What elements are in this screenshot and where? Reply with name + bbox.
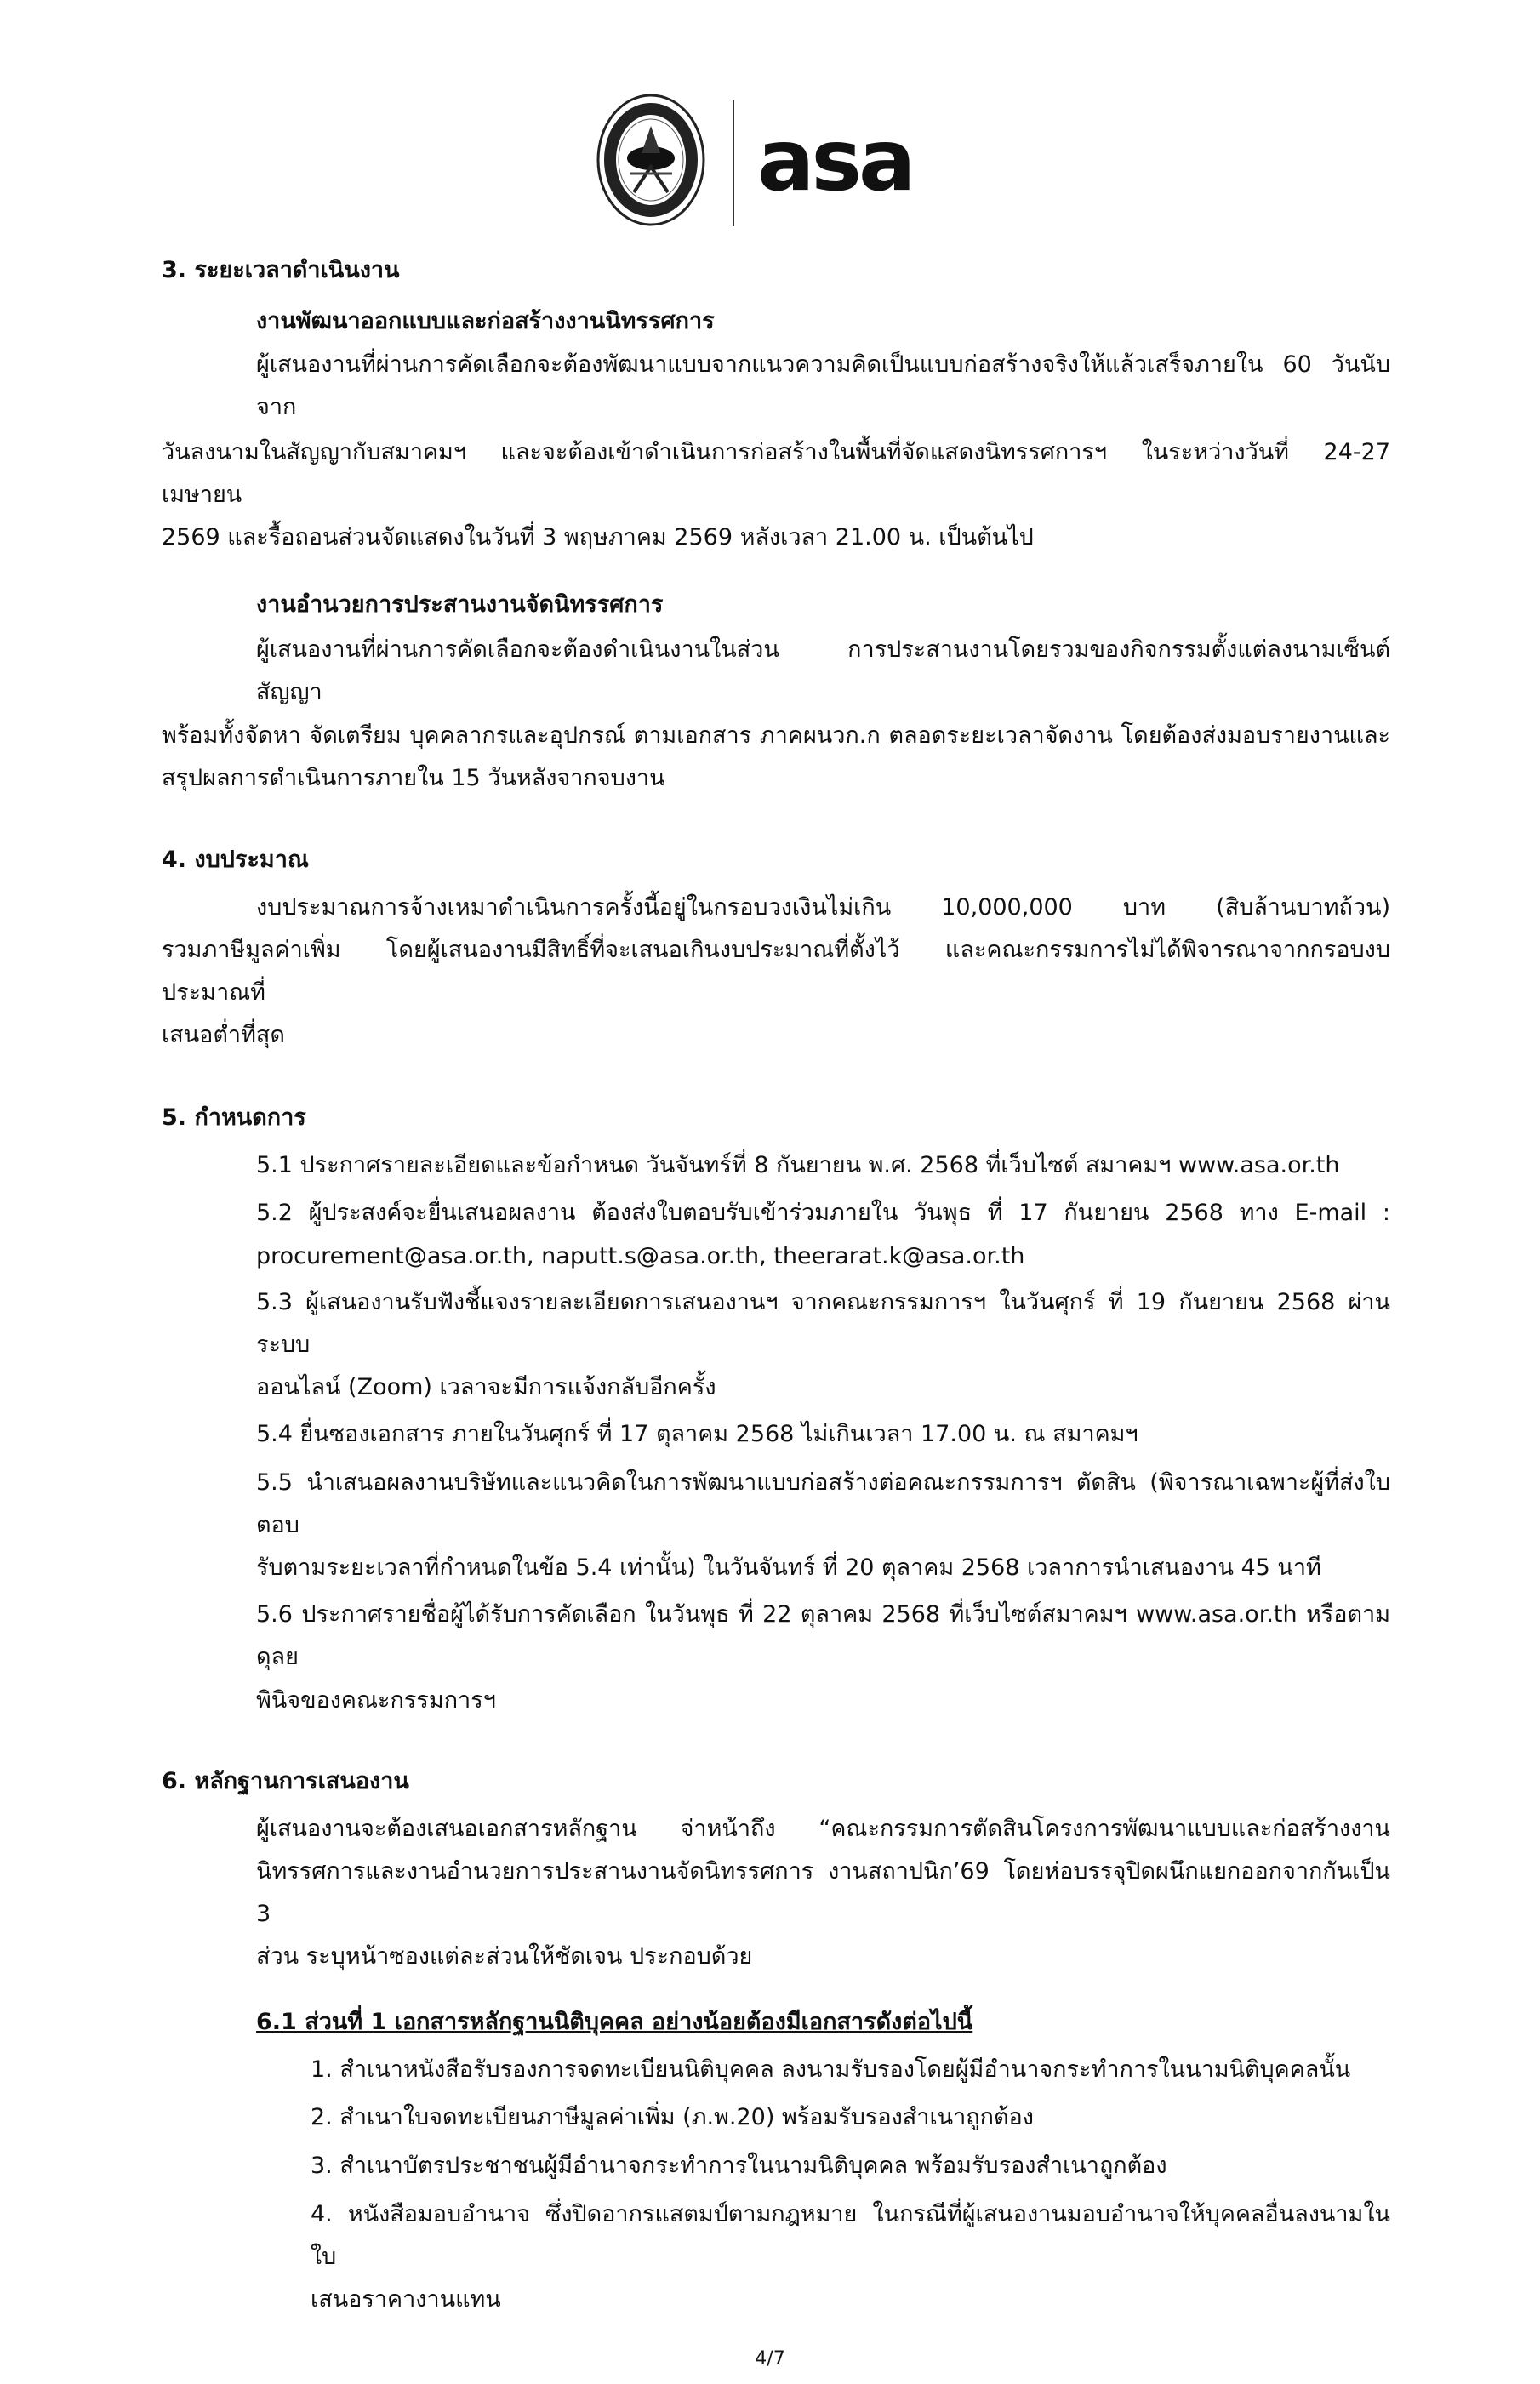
section-6-1-heading: 6.1 ส่วนที่ 1 เอกสารหลักฐานนิติบุคคล อย่างน้อยต้องมีเอกสารดังต่อไปนี้ xyxy=(256,2009,973,2035)
paragraph-line: 2569 และรื้อถอนส่วนจัดแสดงในวันที่ 3 พฤษภาคม 2569 หลังเวลา 21.00 น. เป็นต้นไป xyxy=(162,524,1034,550)
schedule-item-5-5: 5.5 นำเสนอผลงานบริษัทและแนวคิดในการพัฒนาแบบก่อสร้างต่อคณะกรรมการฯ ตัดสิน (พิจารณาเฉพาะผู้ที่ส่งใบตอบ xyxy=(256,1469,1390,1538)
document-item: 3. สำเนาบัตรประชาชนผู้มีอำนาจกระทำการในนามนิติบุคคล พร้อมรับรองสำเนาถูกต้อง xyxy=(311,2153,1167,2179)
paragraph-line: ส่วน ระบุหน้าซองแต่ละส่วนให้ชัดเจน ประกอบด้วย xyxy=(256,1943,753,1970)
header-logo xyxy=(596,92,987,228)
document-item: 4. หนังสือมอบอำนาจ ซึ่งปิดอากรแสตมป์ตามกฎหมาย ในกรณีที่ผู้เสนองานมอบอำนาจให้บุคคลอื่นลงนามในใบ xyxy=(311,2201,1390,2270)
paragraph-line: วันลงนามในสัญญากับสมาคมฯ และจะต้องเข้าดำเนินการก่อสร้างในพื้นที่จัดแสดงนิทรรศการฯ ในระหว่างวันที่ 24-27 เมษายน xyxy=(162,439,1390,508)
paragraph-line: งบประมาณการจ้างเหมาดำเนินการครั้งนี้อยู่ในกรอบวงเงินไม่เกิน 10,000,000 บาท (สิบล้านบาทถ้วน) xyxy=(256,894,1390,921)
paragraph-line: ผู้เสนองานจะต้องเสนอเอกสารหลักฐาน จ่าหน้าถึง “คณะกรรมการตัดสินโครงการพัฒนาแบบและก่อสร้างงาน xyxy=(256,1816,1390,1842)
schedule-item-5-2-emails: procurement@asa.or.th, naputt.s@asa.or.th, theerarat.k@asa.or.th xyxy=(256,1243,1025,1269)
paragraph-line: เสนอต่ำที่สุด xyxy=(162,1022,285,1048)
paragraph-line: รวมภาษีมูลค่าเพิ่ม โดยผู้เสนองานมีสิทธิ์ที่จะเสนอเกินงบประมาณที่ตั้งไว้ และคณะกรรมการไม่ได้พิจารณาจากกรอบงบประมาณที่ xyxy=(162,937,1390,1006)
section-5-title: 5. กำหนดการ xyxy=(162,1104,306,1131)
paragraph-line: ผู้เสนองานที่ผ่านการคัดเลือกจะต้องดำเนินงานในส่วน การประสานงานโดยรวมของกิจกรรมตั้งแต่ลงนามเซ็นต์สัญญา xyxy=(256,636,1390,705)
document-item: 2. สำเนาใบจดทะเบียนภาษีมูลค่าเพิ่ม (ภ.พ.20) พร้อมรับรองสำเนาถูกต้อง xyxy=(311,2104,1034,2130)
paragraph-line: นิทรรศการและงานอำนวยการประสานงานจัดนิทรรศการ งานสถาปนิก’69 โดยห่อบรรจุปิดผนึกแยกออกจากกันเป็น 3 xyxy=(256,1858,1390,1927)
paragraph-line: รับตามระยะเวลาที่กำหนดในข้อ 5.4 เท่านั้น) ในวันจันทร์ ที่ 20 ตุลาคม 2568 เวลาการนำเสนองาน 45 นาที xyxy=(256,1554,1321,1581)
section-3-subheading-1: งานพัฒนาออกแบบและก่อสร้างงานนิทรรศการ xyxy=(256,308,715,334)
schedule-item-5-2: 5.2 ผู้ประสงค์จะยื่นเสนอผลงาน ต้องส่งใบตอบรับเข้าร่วมภายใน วันพุธ ที่ 17 กันยายน 2568 ทาง E-mail : xyxy=(256,1200,1390,1226)
paragraph-line: ออนไลน์ (Zoom) เวลาจะมีการแจ้งกลับอีกครั้ง xyxy=(256,1374,716,1400)
section-6-title: 6. หลักฐานการเสนองาน xyxy=(162,1768,409,1794)
page-number: 4/7 xyxy=(755,2348,785,2370)
section-4-title: 4. งบประมาณ xyxy=(162,847,309,873)
schedule-item-5-3: 5.3 ผู้เสนองานรับฟังชี้แจงรายละเอียดการเสนองานฯ จากคณะกรรมการฯ ในวันศุกร์ ที่ 19 กันยายน 2568 ผ่านระบบ xyxy=(256,1289,1390,1358)
section-3-subheading-2: งานอำนวยการประสานงานจัดนิทรรศการ xyxy=(256,591,664,618)
asa-wordmark: asa xyxy=(757,111,913,210)
paragraph-line: สรุปผลการดำเนินการภายใน 15 วันหลังจากจบงาน xyxy=(162,765,665,791)
paragraph-line: พร้อมทั้งจัดหา จัดเตรียม บุคคลากรและอุปกรณ์ ตามเอกสาร ภาคผนวก.ก ตลอดระยะเวลาจัดงาน โดยต้องส่งมอบรายงานและ xyxy=(162,722,1390,749)
paragraph-line: พินิจของคณะกรรมการฯ xyxy=(256,1687,496,1714)
section-3-title: 3. ระยะเวลาดำเนินงาน xyxy=(162,257,400,283)
schedule-item-5-1: 5.1 ประกาศรายละเอียดและข้อกำหนด วันจันทร์ที่ 8 กันยายน พ.ศ. 2568 ที่เว็บไซต์ สมาคมฯ www.asa.or.th xyxy=(256,1152,1340,1178)
paragraph-line: เสนอราคางานแทน xyxy=(311,2286,501,2313)
document-body xyxy=(0,249,1540,2321)
paragraph-line: ผู้เสนองานที่ผ่านการคัดเลือกจะต้องพัฒนาแบบจากแนวความคิดเป็นแบบก่อสร้างจริงให้แล้วเสร็จภายใน 60 วันนับจาก xyxy=(256,351,1390,420)
schedule-item-5-4: 5.4 ยื่นซองเอกสาร ภายในวันศุกร์ ที่ 17 ตุลาคม 2568 ไม่เกินเวลา 17.00 น. ณ สมาคมฯ xyxy=(256,1421,1138,1447)
schedule-item-5-6: 5.6 ประกาศรายชื่อผู้ได้รับการคัดเลือก ในวันพุธ ที่ 22 ตุลาคม 2568 ที่เว็บไซต์สมาคมฯ www.asa.or.th หรือตามดุลย xyxy=(256,1601,1390,1670)
asa-seal-icon xyxy=(598,95,704,225)
document-item: 1. สำเนาหนังสือรับรองการจดทะเบียนนิติบุคคล ลงนามรับรองโดยผู้มีอำนาจกระทำการในนามนิติบุคคลนั้น xyxy=(311,2056,1351,2083)
